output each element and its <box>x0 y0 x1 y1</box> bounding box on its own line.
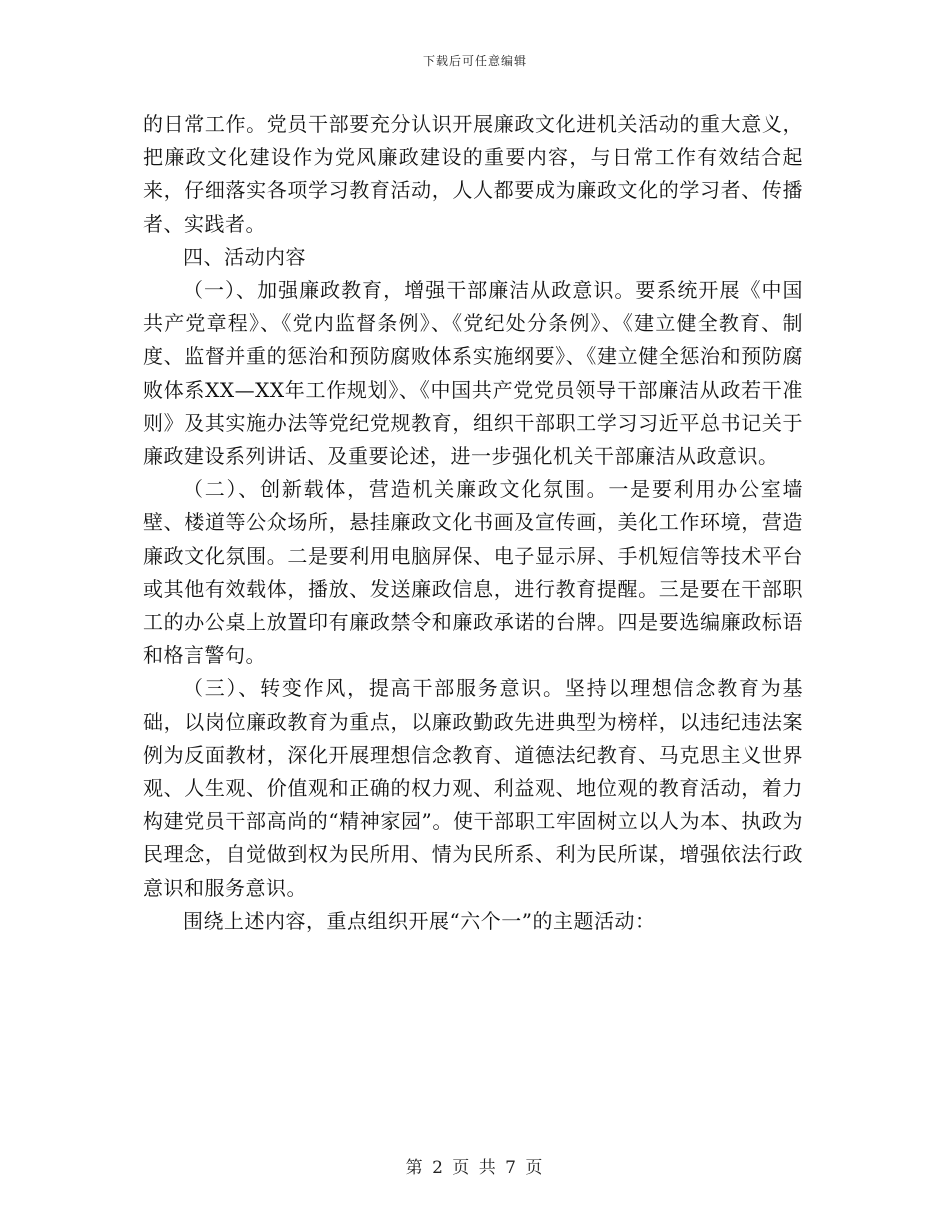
section-heading-activity-content: 四、活动内容 <box>183 244 306 269</box>
page-header: 下载后可任意编辑 <box>422 54 527 68</box>
paragraph-theme-activities: 围绕上述内容，重点组织开展“六个一”的主题活动： <box>183 908 656 933</box>
page-number: 第 2 页 共 7 页 <box>405 1158 545 1178</box>
paragraph-innovation-carrier: （二）、创新载体，营造机关廉政文化氛围。一是要利用办公室墙壁、楼道等公众场所，悬挂廉政文化书画及宣传画，美化工作环境，营造廉政文化氛围。二是要利用电脑屏保、电子显示屏、手机短信等技术平台或其他有效载体，播放、发送廉政信息，进行教育提醒。三是要在干部职工的办公桌上放置印有廉政禁令和廉政承诺的台牌。四是要选编廉政标语和格言警句。 <box>143 477 803 668</box>
paragraph-work-style: （三）、转变作风，提高干部服务意识。坚持以理想信念教育为基础，以岗位廉政教育为重点，以廉政勤政先进典型为榜样，以违纪违法案例为反面教材，深化开展理想信念教育、道德法纪教育、马克思主义世界观、人生观、价值观和正确的权力观、利益观、地位观的教育活动，着力构建党员干部高尚的“精神家园”。使干部职工牢固树立以人为本、执政为民理念，自觉做到权为民所用、情为民所系、利为民所谋，增强依法行政意识和服务意识。 <box>143 676 803 900</box>
paragraph-integrity-education: （一）、加强廉政教育，增强干部廉洁从政意识。要系统开展《中国共产党章程》、《党内监督条例》、《党纪处分条例》、《建立健全教育、制度、监督并重的惩治和预防腐败体系实施纲要》、《建立健全惩治和预防腐败体系XX—XX年工作规划》、《中国共产党党员领导干部廉洁从政若干准则》及其实施办法等党纪党规教育，组织干部职工学习习近平总书记关于廉政建设系列讲话、及重要论述，进一步强化机关干部廉洁从政意识。 <box>143 278 803 469</box>
paragraph-continuation: 的日常工作。党员干部要充分认识开展廉政文化进机关活动的重大意义，把廉政文化建设作为党风廉政建设的重要内容，与日常工作有效结合起来，仔细落实各项学习教育活动，人人都要成为廉政文化的学习者、传播者、实践者。 <box>143 112 803 236</box>
document-body <box>143 108 803 938</box>
